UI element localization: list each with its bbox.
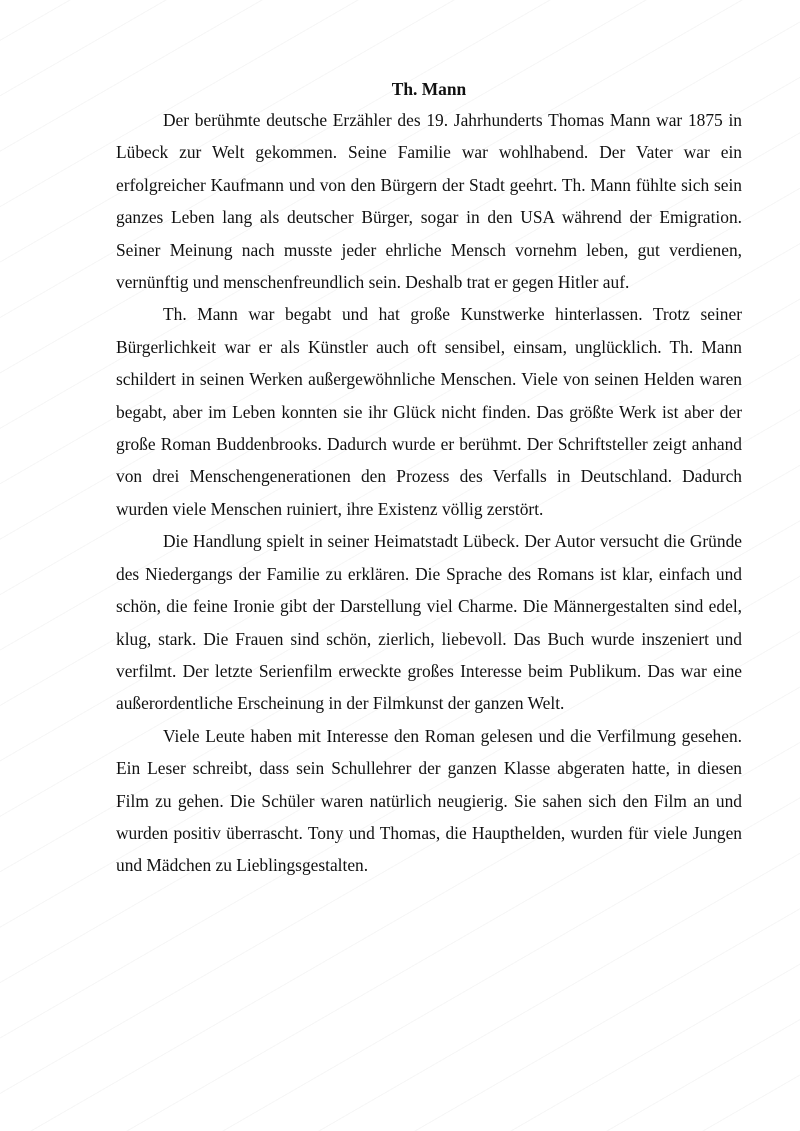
paragraph-1: Der berühmte deutsche Erzähler des 19. Jahrhunderts Thomas Mann war 1875 in Lübeck zur Welt gekommen. Seine Familie war wohlhabend. Der Vater war ein erfolgreicher Kaufmann und von den Bürgern der Stadt geehrt. Th. Mann fühlte sich sein ganzes Leben lang als deutscher Bürger, sogar in den USA während der Emigration. Seiner Meinung nach musste jeder ehrliche Mensch vornehm leben, gut verdienen, vernünftig und menschenfreundlich sein. Deshalb trat er gegen Hitler auf. (116, 110, 742, 293)
paragraph-2: Th. Mann war begabt und hat große Kunstwerke hinterlassen. Trotz seiner Bürgerlichkeit war er als Künstler auch oft sensibel, einsam, unglücklich. Th. Mann schildert in seinen Werken außergewöhnliche Menschen. Viele von seinen Helden waren begabt, aber im Leben konnten sie ihr Glück nicht finden. Das größte Werk ist aber der große Roman Buddenbrooks. Dadurch wurde er berühmt. Der Schriftsteller zeigt anhand von drei Menschengenerationen den Prozess des Verfalls in Deutschland. Dadurch wurden viele Menschen ruiniert, ihre Existenz völlig zerstört. (116, 304, 742, 519)
paragraph-4: Viele Leute haben mit Interesse den Roman gelesen und die Verfilmung gesehen. Ein Leser schreibt, dass sein Schullehrer der ganzen Klasse abgeraten hatte, in diesen Film zu gehen. Die Schüler waren natürlich neugierig. Sie sahen sich den Film an und wurden positiv überrascht. Tony und Thomas, die Haupthelden, wurden für viele Jungen und Mädchen zu Lieblingsgestalten. (116, 725, 742, 876)
paragraph-3: Die Handlung spielt in seiner Heimatstadt Lübeck. Der Autor versucht die Gründe des Niedergangs der Familie zu erklären. Die Sprache des Romans ist klar, einfach und schön, die feine Ironie gibt der Darstellung viel Charme. Die Männergestalten sind edel, klug, stark. Die Frauen sind schön, zierlich, liebevoll. Das Buch wurde inszeniert und verfilmt. Der letzte Serienfilm erweckte großes Interesse beim Publikum. Das war eine außerordentliche Erscheinung in der Filmkunst der ganzen Welt. (116, 531, 742, 714)
document-title: Th. Mann (391, 79, 467, 99)
document-body (116, 74, 742, 882)
